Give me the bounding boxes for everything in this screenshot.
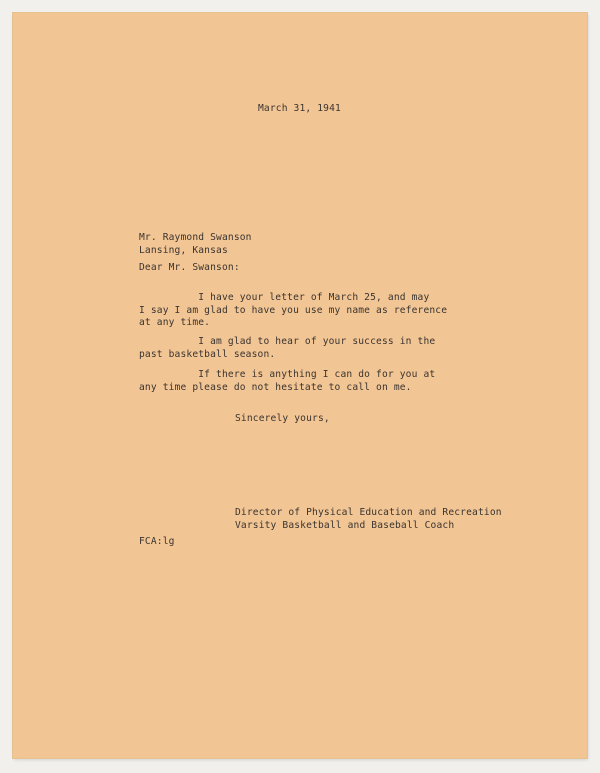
letter-date: March 31, 1941 bbox=[258, 103, 341, 114]
paragraph-line: I say I am glad to have you use my name as reference bbox=[139, 304, 448, 316]
paragraph-line: past basketball season. bbox=[139, 348, 276, 360]
paragraph-line: at any time. bbox=[139, 317, 211, 328]
body-paragraph-2 bbox=[139, 336, 435, 361]
salutation: Dear Mr. Swanson: bbox=[139, 262, 240, 273]
recipient-address bbox=[139, 232, 252, 257]
paragraph-line: I have your letter of March 25, and may bbox=[139, 292, 430, 303]
signer-title-line: Varsity Basketball and Baseball Coach bbox=[235, 519, 455, 531]
signer-title-line: Director of Physical Education and Recreation bbox=[235, 507, 502, 518]
body-paragraph-3 bbox=[139, 369, 435, 394]
body-paragraph-1 bbox=[139, 292, 447, 330]
typist-initials: FCA:lg bbox=[139, 536, 175, 547]
paragraph-line: I am glad to hear of your success in the bbox=[139, 336, 436, 347]
recipient-city: Lansing, Kansas bbox=[139, 244, 228, 256]
paragraph-line: If there is anything I can do for you at bbox=[139, 369, 436, 380]
paragraph-line: any time please do not hesitate to call on me. bbox=[139, 381, 412, 393]
recipient-name: Mr. Raymond Swanson bbox=[139, 232, 252, 243]
signer-title bbox=[235, 507, 502, 532]
complimentary-close: Sincerely yours, bbox=[235, 413, 330, 424]
